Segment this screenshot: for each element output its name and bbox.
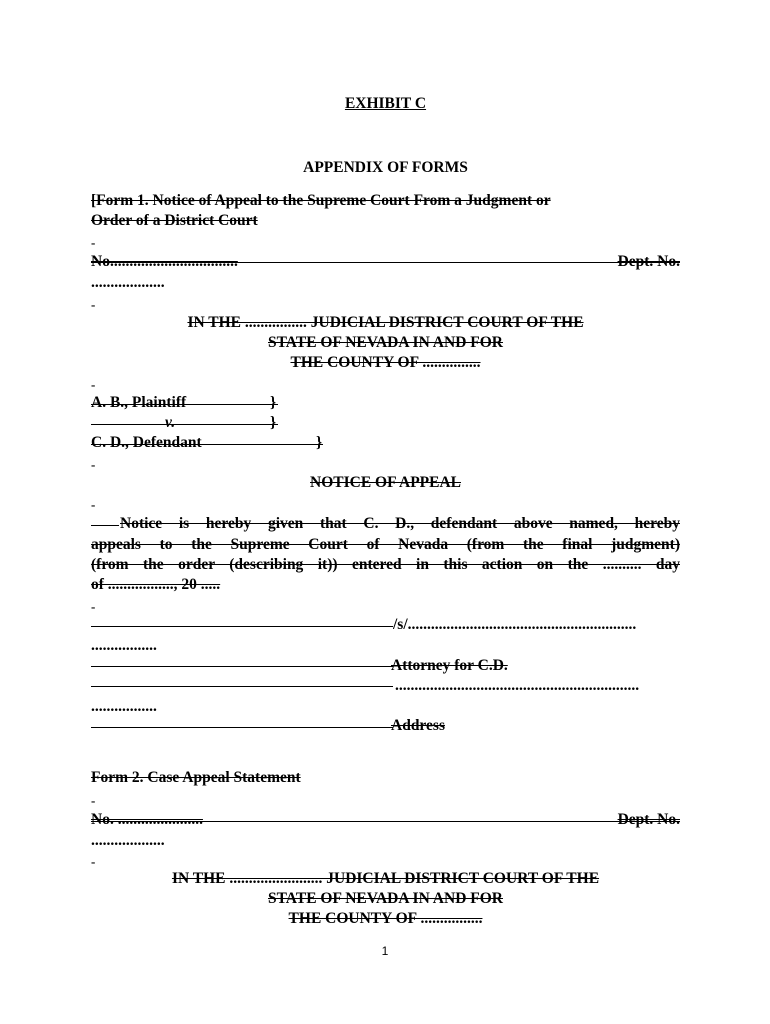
dash-marker: - — [91, 235, 96, 250]
notice-body-line2: appeals to the Supreme Court of Nevada (from the final judgment) — [91, 536, 680, 553]
form1-address-dots: ............................................................... — [395, 677, 640, 694]
dash-marker: - — [91, 599, 96, 614]
form2-case-number: No. ...................... — [91, 811, 203, 828]
form1-heading-line1: [Form 1. Notice of Appeal to the Supreme Court From a Judgment or — [91, 192, 551, 209]
form1-versus: v. — [165, 414, 176, 431]
dash-marker: - — [91, 457, 96, 472]
form1-attorney: Attorney for C.D. — [391, 657, 508, 674]
form2-court-line2: STATE OF NEVADA IN AND FOR — [268, 890, 503, 907]
form2-dept-number-dots: ................... — [91, 832, 165, 849]
exhibit-title: EXHIBIT C — [344, 95, 427, 112]
versus-brace: } — [270, 414, 277, 431]
defendant-brace: } — [316, 434, 323, 451]
dash-marker: - — [91, 497, 96, 512]
address-rule — [91, 727, 393, 728]
dash-marker: - — [91, 793, 96, 808]
form1-address-dots-cont: ................. — [91, 698, 157, 715]
form1-dept-number-dots: ................... — [91, 274, 165, 291]
form1-signature: /s/........................................................... — [393, 616, 637, 633]
page-number: 1 — [381, 944, 389, 958]
form2-court-line1: IN THE ........................ JUDICIAL DISTRICT COURT OF THE — [171, 870, 600, 887]
versus-rule — [91, 424, 278, 425]
form2-heading: Form 2. Case Appeal Statement — [91, 769, 301, 786]
notice-body-line1: Notice is hereby given that C. D., defendant above named, hereby — [120, 515, 680, 532]
attorney-rule — [91, 666, 393, 667]
notice-title: NOTICE OF APPEAL — [310, 474, 461, 491]
form1-address: Address — [391, 717, 445, 734]
indent-rule — [91, 525, 119, 526]
form1-case-number: No................................. — [91, 253, 238, 270]
dash-marker: - — [91, 297, 96, 312]
form1-court-line3: THE COUNTY OF ............... — [290, 354, 481, 371]
form2-dept-number: Dept. No. — [617, 811, 680, 828]
dash-marker: - — [91, 854, 96, 869]
form1-plaintiff: A. B., Plaintiff — [91, 394, 187, 411]
form1-court-line2: STATE OF NEVADA IN AND FOR — [268, 334, 503, 351]
form1-court-line1: IN THE ................ JUDICIAL DISTRICT COURT OF THE — [187, 314, 584, 331]
notice-body-line3: (from the order (describing it)) entered in this action on the .......... day — [91, 556, 680, 573]
signature-rule — [91, 626, 393, 627]
dash-marker: - — [91, 377, 96, 392]
appendix-title: APPENDIX OF FORMS — [303, 159, 468, 176]
form1-case-dept-row — [91, 252, 680, 272]
form2-case-dept-row — [91, 810, 680, 830]
notice-body-line4: of ................., 20 ..... — [91, 576, 221, 593]
form1-defendant: C. D., Defendant — [91, 434, 202, 451]
form1-heading-line2: Order of a District Court — [91, 212, 258, 229]
form2-court-line3: THE COUNTY OF ................ — [288, 910, 483, 927]
form1-dept-number: Dept. No. — [617, 253, 680, 270]
plaintiff-brace: } — [270, 394, 277, 411]
form1-signature-cont: ................. — [91, 637, 157, 654]
address-dots-rule — [91, 686, 393, 687]
